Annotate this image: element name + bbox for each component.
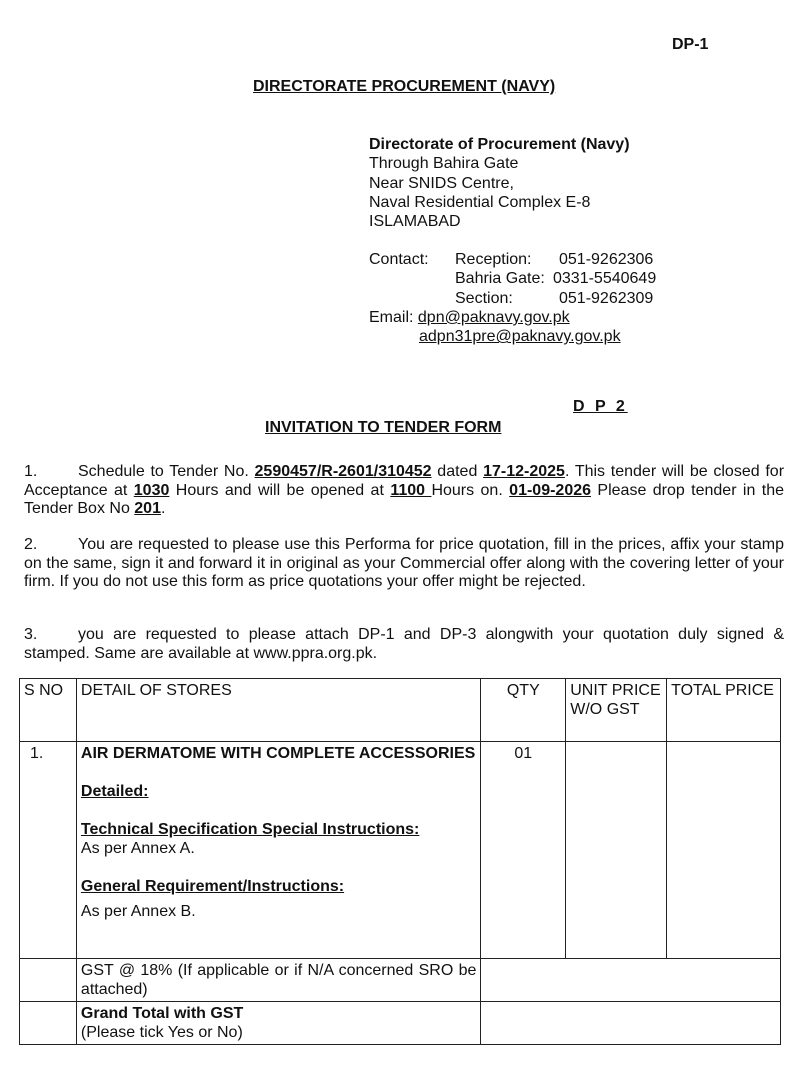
email-label: Email: — [369, 309, 414, 326]
gst-text: GST @ 18% (If applicable or if N/A concerned SRO be attached) — [76, 959, 480, 1002]
tender-box-number: 201 — [134, 500, 161, 517]
para-text: you are requested to please attach DP-1 and DP-3 alongwith your quotation duly signed & stamped. Same are available at www.ppra.org.pk. — [24, 626, 784, 662]
document-heading: DIRECTORATE PROCUREMENT (NAVY) — [253, 78, 556, 95]
contact-name: Reception: — [455, 251, 532, 268]
contact-number: 0331-5540649 — [553, 270, 657, 288]
item-sno: 1. — [20, 742, 77, 959]
form-code: D P 2 — [573, 398, 628, 415]
address-line: ISLAMABAD — [369, 213, 461, 231]
item-unit-price[interactable] — [566, 742, 667, 959]
grand-total-cell — [76, 1002, 480, 1045]
address-name: Directorate of Procurement (Navy) — [369, 136, 630, 153]
stores-table — [19, 678, 781, 1045]
document-code: DP-1 — [672, 36, 709, 53]
contact-number: 051-9262309 — [559, 289, 654, 307]
contact-name: Bahria Gate: — [455, 270, 545, 288]
contact-number: 051-9262306 — [559, 251, 654, 268]
paragraph-number: 2. — [24, 536, 38, 553]
detailed-label: Detailed: — [80, 783, 149, 800]
paragraph-number: 3. — [24, 626, 38, 643]
grand-total-label: Grand Total with GST — [80, 1005, 244, 1022]
open-time: 1100 — [390, 481, 432, 499]
paragraph-2 — [24, 536, 784, 592]
contact-name: Section: — [455, 289, 513, 307]
contact-label: Contact: — [369, 251, 429, 268]
general-req-heading: General Requirement/Instructions: — [80, 878, 345, 895]
para-text: Please drop tender in the Tender Box No — [24, 481, 785, 517]
email-block — [369, 308, 621, 347]
item-detail — [76, 742, 480, 959]
gst-value-cell[interactable] — [481, 959, 781, 1002]
header-unit-price: UNIT PRICE W/O GST — [566, 679, 667, 742]
header-total-price: TOTAL PRICE — [667, 679, 781, 742]
para-text: Hours on. — [431, 481, 510, 499]
email-link[interactable]: dpn@paknavy.gov.pk — [417, 309, 570, 326]
para-text: Hours and will be opened at — [169, 481, 391, 499]
open-date: 01-09-2026 — [509, 481, 592, 499]
close-time: 1030 — [133, 481, 170, 499]
paragraph-1 — [24, 463, 784, 519]
email-link[interactable]: adpn31pre@paknavy.gov.pk — [419, 328, 621, 346]
contact-block — [369, 250, 656, 308]
gst-row — [20, 959, 781, 1002]
gst-sno-cell — [20, 959, 77, 1002]
tender-date: 17-12-2025 — [483, 463, 565, 480]
tick-note: (Please tick Yes or No) — [80, 1024, 243, 1041]
form-title: INVITATION TO TENDER FORM — [265, 419, 502, 436]
table-header-row — [20, 679, 781, 742]
general-req-value: As per Annex B. — [80, 903, 196, 920]
grand-total-value-cell[interactable] — [481, 1002, 781, 1045]
header-qty: QTY — [481, 679, 566, 742]
header-sno: S NO — [20, 679, 77, 742]
item-title: AIR DERMATOME WITH COMPLETE ACCESSORIES — [80, 745, 476, 762]
item-total-price[interactable] — [667, 742, 781, 959]
tech-spec-heading: Technical Specification Special Instructions: — [80, 821, 420, 838]
paragraph-number: 1. — [24, 463, 38, 480]
table-row — [20, 742, 781, 959]
address-line: Naval Residential Complex E-8 — [369, 193, 591, 211]
tech-spec-value: As per Annex A. — [80, 840, 195, 857]
grand-total-sno-cell — [20, 1002, 77, 1045]
para-text: . — [160, 500, 166, 517]
para-text: Schedule to Tender No. — [78, 463, 255, 480]
para-text: You are requested to please use this Performa for price quotation, fill in the prices, affix your stamp on the same, sign it and forward it in original as your Commercial offer along with the covering letter of your firm. If you do not use this form as price quotations your offer might be rejected. — [24, 536, 784, 590]
header-detail: DETAIL OF STORES — [76, 679, 480, 742]
grand-total-row — [20, 1002, 781, 1045]
item-qty: 01 — [481, 742, 566, 959]
address-line: Near SNIDS Centre, — [369, 174, 514, 192]
paragraph-3 — [24, 626, 784, 663]
address-block — [369, 135, 630, 231]
address-line: Through Bahira Gate — [369, 155, 519, 173]
para-text: dated — [431, 463, 484, 480]
para-text: . This tender will be closed for Acceptance at — [24, 463, 785, 499]
tender-number: 2590457/R-2601/310452 — [254, 463, 432, 480]
